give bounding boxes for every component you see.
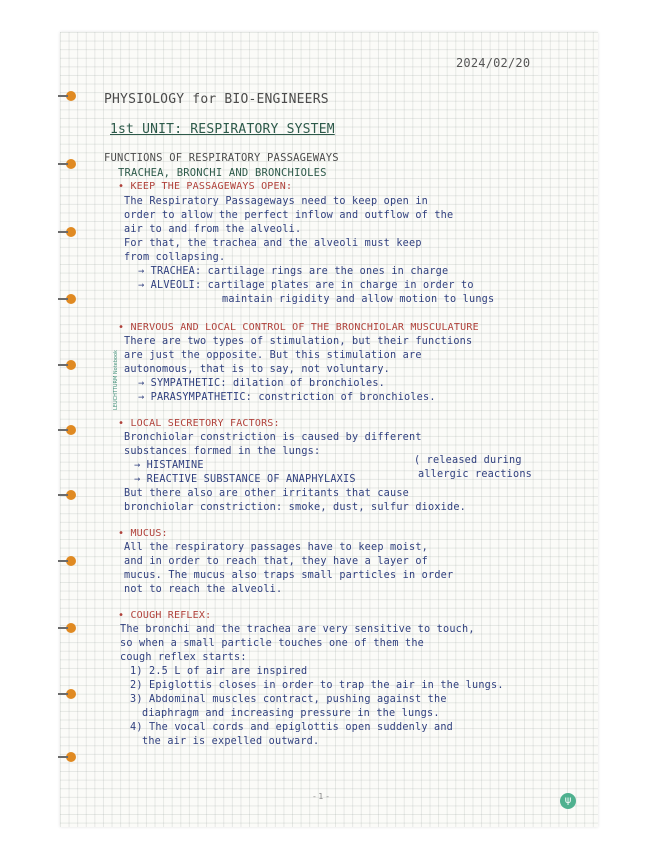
binder-ring-icon [58, 360, 76, 370]
subheading: TRACHEA, BRONCHI AND BRONCHIOLES [118, 167, 327, 179]
binder-ring-icon [58, 425, 76, 435]
body-line: All the respiratory passages have to keep moist, [124, 542, 429, 553]
body-line: → PARASYMPATHETIC: constriction of bronchioles. [138, 392, 436, 403]
section-title: • MUCUS: [118, 528, 168, 539]
binder-ring-icon [58, 689, 76, 699]
unit-title: 1st UNIT: RESPIRATORY SYSTEM [110, 122, 335, 137]
body-line: → SYMPATHETIC: dilation of bronchioles. [138, 378, 386, 389]
body-line: cough reflex starts: [120, 652, 247, 663]
body-line: → ALVEOLI: cartilage plates are in charge in order to [138, 280, 474, 291]
body-line: 2) Epiglottis closes in order to trap the air in the lungs. [130, 680, 504, 691]
brand-logo-icon: ψ [560, 793, 576, 809]
body-line: 4) The vocal cords and epiglottis open suddenly and [130, 722, 454, 733]
binder-ring-icon [58, 227, 76, 237]
body-line: air to and from the alveoli. [124, 224, 302, 235]
binder-ring-icon [58, 752, 76, 762]
body-line: bronchiolar constriction: smoke, dust, sulfur dioxide. [124, 502, 467, 513]
binder-ring-icon [58, 623, 76, 633]
body-line: There are two types of stimulation, but their functions [124, 336, 473, 347]
section-title: • COUGH REFLEX: [118, 610, 212, 621]
body-line: maintain rigidity and allow motion to lungs [222, 294, 495, 305]
body-line: so when a small particle touches one of them the [120, 638, 425, 649]
body-line: diaphragm and increasing pressure in the lungs. [142, 708, 440, 719]
functions-heading: FUNCTIONS OF RESPIRATORY PASSAGEWAYS [104, 152, 339, 164]
body-line: from collapsing. [124, 252, 226, 263]
body-line: autonomous, that is to say, not voluntary. [124, 364, 391, 375]
binder-ring-icon [58, 294, 76, 304]
body-line: 3) Abdominal muscles contract, pushing against the [130, 694, 447, 705]
date: 2024/02/20 [456, 56, 531, 70]
body-line: For that, the trachea and the alveoli must keep [124, 238, 422, 249]
body-line: → TRACHEA: cartilage rings are the ones in charge [138, 266, 449, 277]
binder-ring-icon [58, 159, 76, 169]
body-line: 1) 2.5 L of air are inspired [130, 666, 308, 677]
course-title: PHYSIOLOGY for BIO-ENGINEERS [104, 92, 329, 107]
body-line: mucus. The mucus also traps small particles in order [124, 570, 454, 581]
body-line: Bronchiolar constriction is caused by different [124, 432, 422, 443]
body-line: not to reach the alveoli. [124, 584, 283, 595]
body-line: the air is expelled outward. [142, 736, 320, 747]
section-title: • NERVOUS AND LOCAL CONTROL OF THE BRONCHIOLAR MUSCULATURE [118, 322, 479, 333]
section-title: • LOCAL SECRETORY FACTORS: [118, 418, 280, 429]
brand-side-text: LEUCHTTURM Notebook [113, 350, 119, 410]
margin-note: allergic reactions [418, 469, 533, 480]
body-line: The Respiratory Passageways need to keep open in [124, 196, 429, 207]
body-line: → HISTAMINE [134, 460, 204, 471]
body-line: order to allow the perfect inflow and outflow of the [124, 210, 454, 221]
body-line: and in order to reach that, they have a layer of [124, 556, 429, 567]
page-mark: - 1 - [313, 792, 329, 801]
binder-ring-icon [58, 556, 76, 566]
margin-note: ( released during [414, 455, 522, 466]
body-line: But there also are other irritants that cause [124, 488, 410, 499]
section-title: • KEEP THE PASSAGEWAYS OPEN: [118, 181, 293, 192]
binder-ring-icon [58, 490, 76, 500]
body-line: The bronchi and the trachea are very sensitive to touch, [120, 624, 475, 635]
body-line: → REACTIVE SUBSTANCE OF ANAPHYLAXIS [134, 474, 356, 485]
body-line: are just the opposite. But this stimulation are [124, 350, 422, 361]
body-line: substances formed in the lungs: [124, 446, 321, 457]
binder-ring-icon [58, 91, 76, 101]
